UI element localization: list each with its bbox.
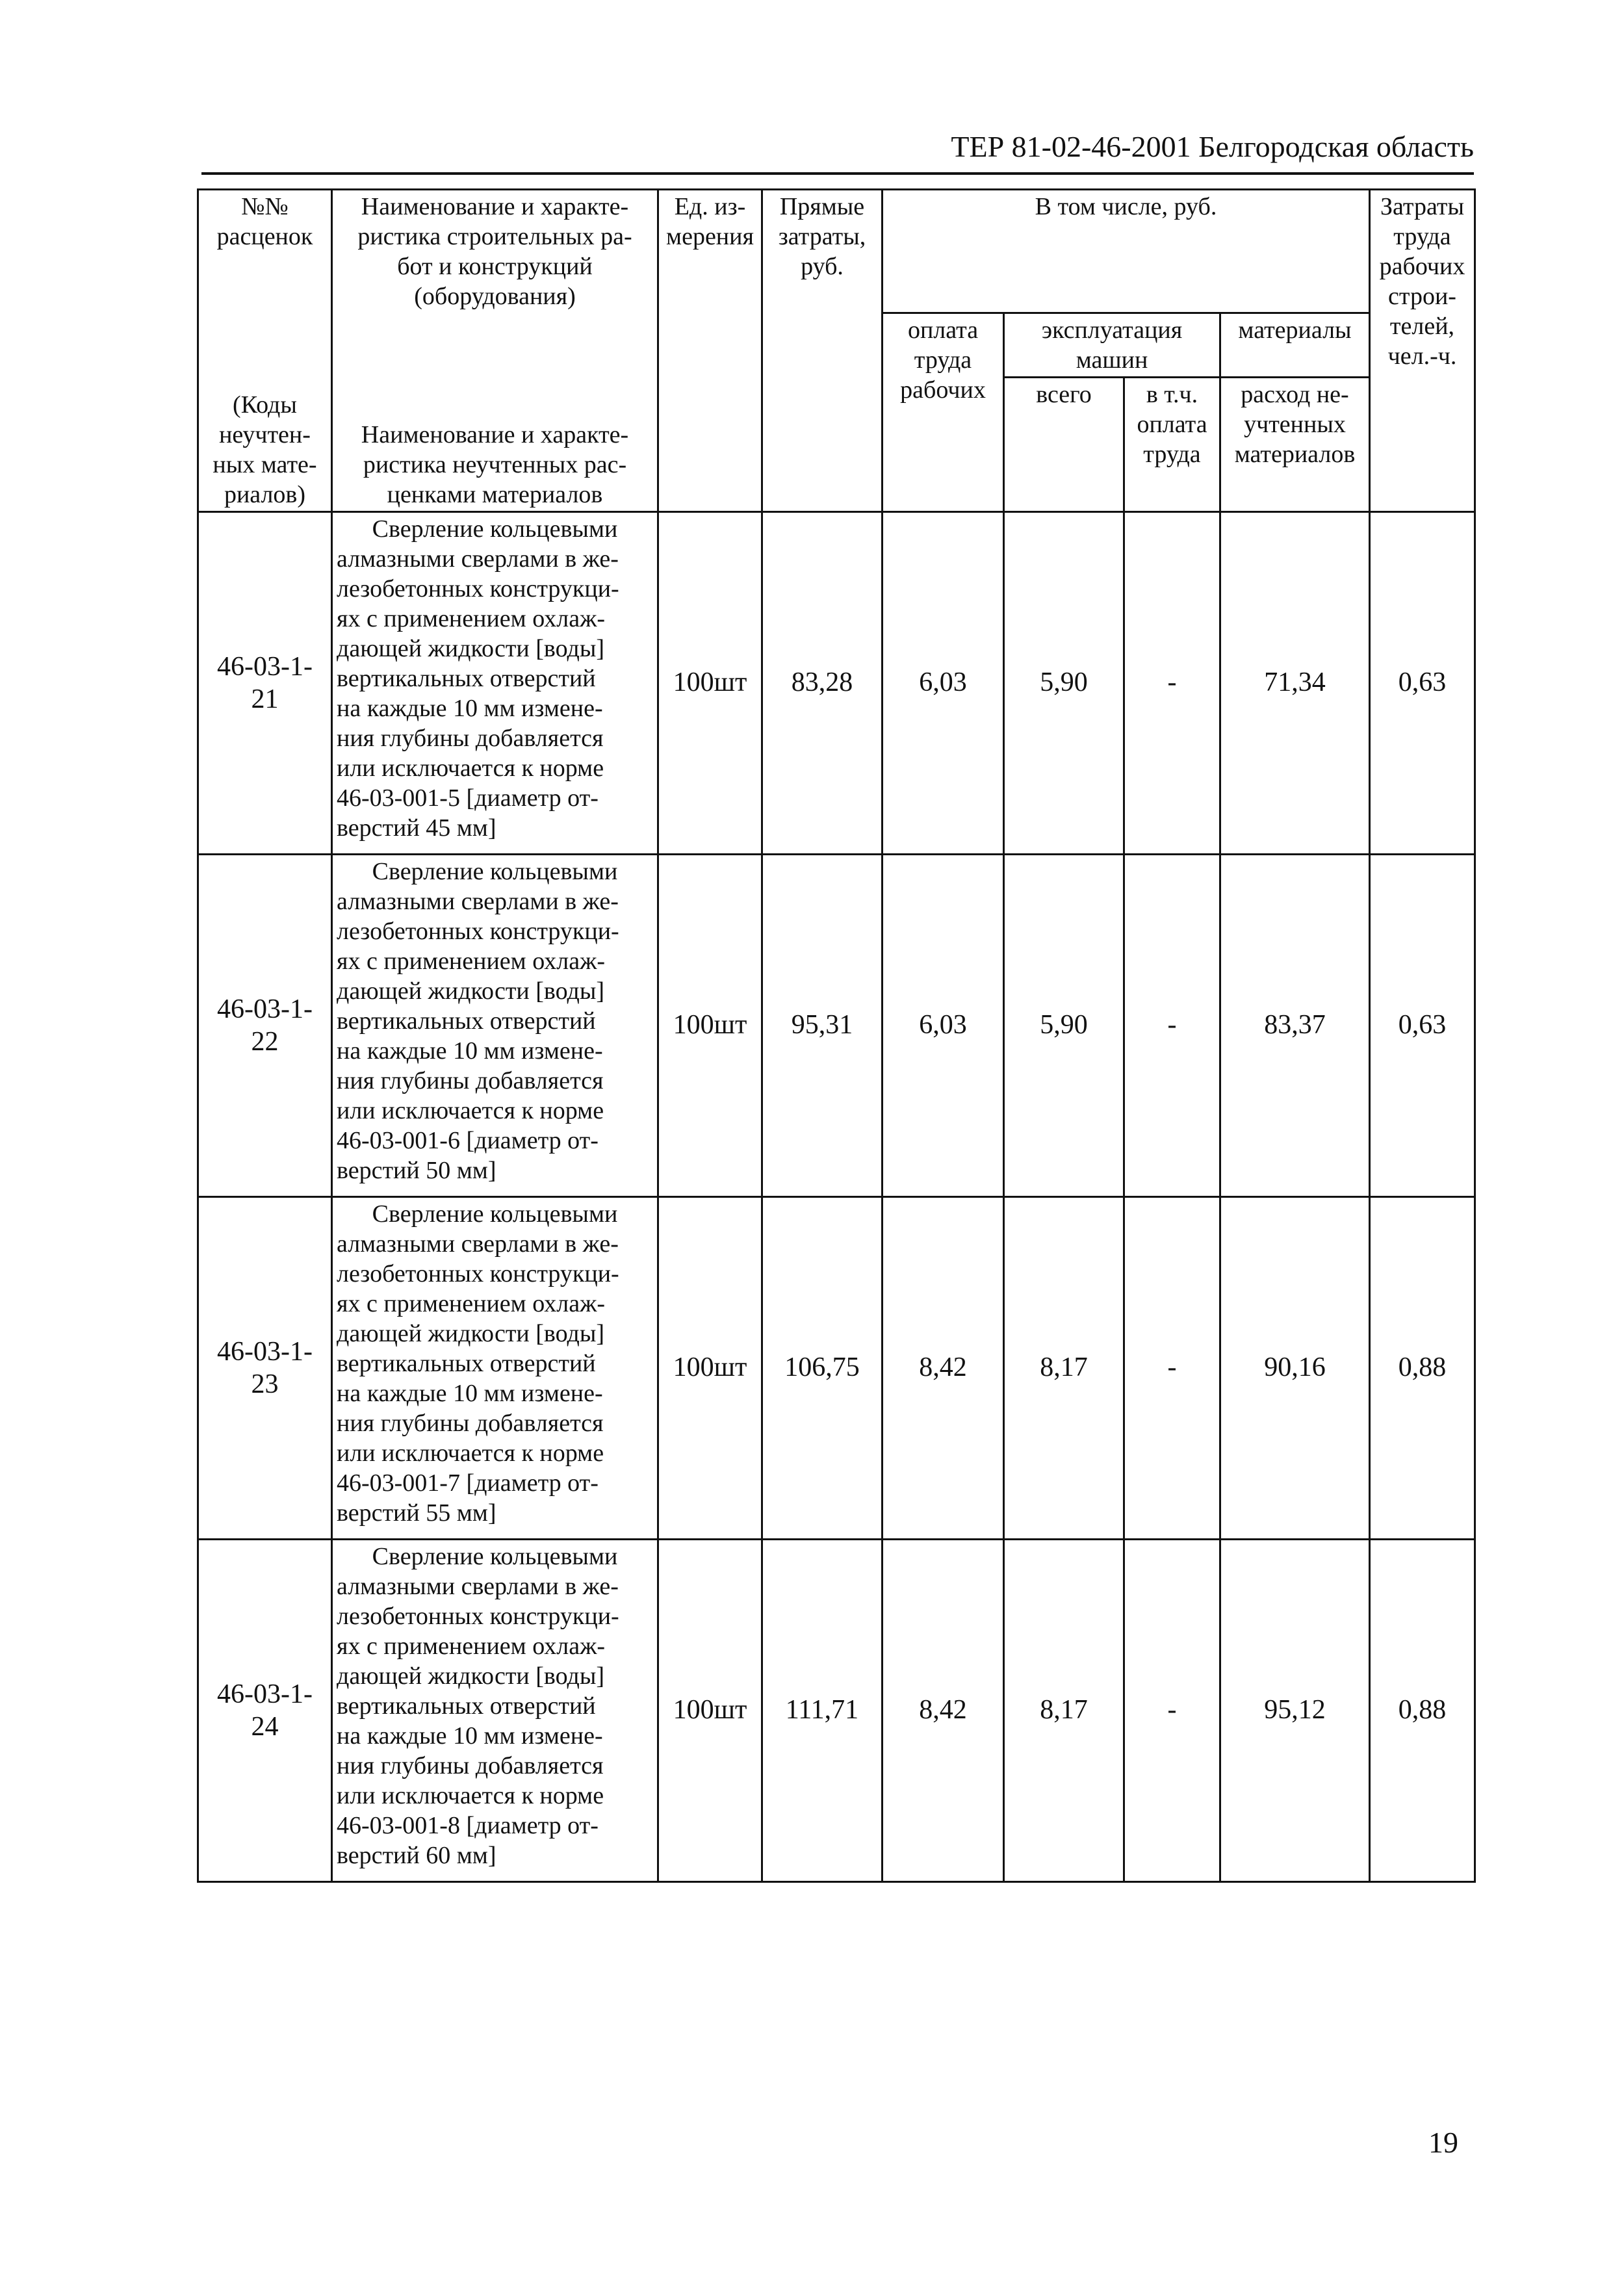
header-text-line: учтенных xyxy=(1244,410,1346,438)
header-text-line: ристика строительных ра- xyxy=(357,223,632,250)
document-header xyxy=(201,127,1474,175)
description-line: ях с применением охлаж- xyxy=(337,1289,606,1317)
description-line: или исключается к норме xyxy=(337,1096,604,1124)
labor-hours-value xyxy=(1370,1196,1475,1539)
labor-hours-value xyxy=(1370,1539,1475,1881)
header-text-line: №№ xyxy=(241,193,289,220)
labor-hours-value xyxy=(1370,511,1475,854)
description-line: вертикальных отверстий xyxy=(337,1007,596,1035)
labor-pay-value xyxy=(883,1539,1004,1881)
labor-pay-value-text: 6,03 xyxy=(919,667,967,697)
header-text-line: рабочих xyxy=(900,376,986,404)
header-text-line: Прямые xyxy=(779,193,865,220)
header-materials xyxy=(1220,313,1370,377)
work-description xyxy=(332,1539,658,1881)
description-line: дающей жидкости [воды] xyxy=(337,1319,605,1347)
description-line: ния глубины добавляется xyxy=(337,1409,604,1437)
machines-labor-value xyxy=(1124,1539,1220,1881)
rate-code-line: 46-03-1- xyxy=(217,994,313,1024)
description-line: алмазными сверлами в же- xyxy=(337,1230,619,1258)
direct-cost-value-text: 83,28 xyxy=(791,667,853,697)
machines-total-value-text: 5,90 xyxy=(1040,667,1088,697)
machines-total-value-text: 5,90 xyxy=(1040,1010,1088,1040)
rate-code xyxy=(198,854,332,1196)
header-text-line: (оборудования) xyxy=(414,283,576,310)
header-text-line: мерения xyxy=(666,223,754,250)
description-line: 46-03-001-8 [диаметр от- xyxy=(337,1811,599,1839)
header-text-line: риалов) xyxy=(224,480,306,508)
labor-hours-value xyxy=(1370,854,1475,1196)
rate-code xyxy=(198,511,332,854)
description-line: лезобетонных конструкци- xyxy=(337,1260,619,1287)
materials-value xyxy=(1220,1196,1370,1539)
header-text-line: ристика неучтенных рас- xyxy=(363,450,627,478)
labor-pay-value-text: 8,42 xyxy=(919,1352,967,1382)
header-text-line: машин xyxy=(1076,346,1148,374)
direct-cost-value-text: 106,75 xyxy=(784,1352,860,1382)
description-line: ях с применением охлаж- xyxy=(337,1632,606,1660)
header-direct-cost xyxy=(762,190,883,512)
header-text-line: Ед. из- xyxy=(674,193,746,220)
description-line: вертикальных отверстий xyxy=(337,1349,596,1377)
header-text-line: (Коды xyxy=(233,391,297,419)
rate-code-line: 46-03-1- xyxy=(217,651,313,682)
header-text-line: труда xyxy=(914,346,972,374)
unit-value xyxy=(658,854,762,1196)
labor-hours-value-text: 0,88 xyxy=(1398,1352,1447,1382)
work-description xyxy=(332,511,658,854)
description-line: или исключается к норме xyxy=(337,1781,604,1809)
materials-value-text: 95,12 xyxy=(1264,1695,1326,1725)
description-line: Сверление кольцевыми xyxy=(372,515,618,543)
unit-value xyxy=(658,1539,762,1881)
description-line: дающей жидкости [воды] xyxy=(337,634,605,662)
header-name-alt xyxy=(332,313,658,511)
description-line: ях с применением охлаж- xyxy=(337,947,606,975)
rates-table xyxy=(197,188,1476,1883)
header-text-line: неучтен- xyxy=(219,420,311,448)
description-line: на каждые 10 мм измене- xyxy=(337,1722,603,1750)
header-labor-pay xyxy=(883,313,1004,511)
header-text-line: оплата xyxy=(907,316,979,344)
description-line: ния глубины добавляется xyxy=(337,1751,604,1779)
materials-value xyxy=(1220,511,1370,854)
machines-labor-value-text: - xyxy=(1167,1695,1177,1725)
header-text-line: материалов xyxy=(1234,440,1356,468)
description-line: Сверление кольцевыми xyxy=(372,1200,618,1228)
rate-code-line: 46-03-1- xyxy=(217,1336,313,1367)
header-row-1 xyxy=(198,190,1475,313)
header-including xyxy=(883,190,1370,313)
description-line: Сверление кольцевыми xyxy=(372,857,618,885)
header-text-line: затраты, xyxy=(778,223,866,250)
header-name xyxy=(332,190,658,313)
machines-labor-value-text: - xyxy=(1167,667,1177,697)
machines-labor-value xyxy=(1124,511,1220,854)
materials-value-text: 71,34 xyxy=(1264,667,1326,697)
table-row xyxy=(198,1539,1475,1881)
rate-code-line: 24 xyxy=(251,1711,279,1742)
description-line: вертикальных отверстий xyxy=(337,664,596,692)
header-text-line: эксплуатация xyxy=(1041,316,1183,344)
header-text-line: труда xyxy=(1143,440,1201,468)
rate-code xyxy=(198,1196,332,1539)
description-line: алмазными сверлами в же- xyxy=(337,545,619,573)
header-text-line: оплата xyxy=(1137,410,1207,438)
direct-cost-value xyxy=(762,511,883,854)
header-machines-total xyxy=(1004,377,1124,511)
labor-pay-value xyxy=(883,1196,1004,1539)
description-line: на каждые 10 мм измене- xyxy=(337,1379,603,1407)
description-line: верстий 50 мм] xyxy=(337,1156,496,1184)
description-line: верстий 60 мм] xyxy=(337,1841,496,1869)
header-text-line: труда xyxy=(1393,223,1451,250)
direct-cost-value xyxy=(762,1196,883,1539)
description-line: на каждые 10 мм измене- xyxy=(337,694,603,722)
description-line: лезобетонных конструкци- xyxy=(337,917,619,945)
header-code-alt xyxy=(198,313,332,511)
header-text-line: бот и конструкций xyxy=(397,253,593,280)
header-text-line: чел.-ч. xyxy=(1387,342,1457,370)
machines-total-value xyxy=(1004,854,1124,1196)
header-text-line: расход не- xyxy=(1241,380,1349,408)
page-number: 19 xyxy=(1428,2126,1458,2159)
header-text-line: Наименование и характе- xyxy=(361,420,629,448)
unit-value xyxy=(658,511,762,854)
header-text-line: Затраты xyxy=(1380,193,1464,220)
description-line: ях с применением охлаж- xyxy=(337,604,606,632)
description-line: Сверление кольцевыми xyxy=(372,1542,618,1570)
direct-cost-value xyxy=(762,854,883,1196)
header-text-line: всего xyxy=(1036,380,1092,408)
description-line: 46-03-001-7 [диаметр от- xyxy=(337,1469,599,1497)
header-text-line: телей, xyxy=(1389,313,1455,340)
machines-total-value-text: 8,17 xyxy=(1040,1352,1088,1382)
labor-hours-value-text: 0,63 xyxy=(1398,1010,1447,1040)
header-machines xyxy=(1004,313,1220,377)
description-line: или исключается к норме xyxy=(337,754,604,782)
header-text-line: руб. xyxy=(801,253,844,280)
materials-value-text: 83,37 xyxy=(1264,1010,1326,1040)
labor-pay-value-text: 8,42 xyxy=(919,1695,967,1725)
table-row xyxy=(198,511,1475,854)
materials-value xyxy=(1220,1539,1370,1881)
description-line: ния глубины добавляется xyxy=(337,1066,604,1094)
header-unit xyxy=(658,190,762,512)
description-line: алмазными сверлами в же- xyxy=(337,887,619,915)
header-labor-hours xyxy=(1370,190,1475,512)
rate-code-line: 46-03-1- xyxy=(217,1679,313,1709)
direct-cost-value-text: 95,31 xyxy=(791,1010,853,1040)
description-line: верстий 55 мм] xyxy=(337,1499,496,1527)
rate-code xyxy=(198,1539,332,1881)
machines-labor-value xyxy=(1124,854,1220,1196)
description-line: вертикальных отверстий xyxy=(337,1692,596,1720)
unit-value-text: 100шт xyxy=(673,1352,747,1382)
machines-total-value xyxy=(1004,1539,1124,1881)
header-text-line: в т.ч. xyxy=(1146,380,1198,408)
header-text-line: ных мате- xyxy=(213,450,317,478)
work-description xyxy=(332,854,658,1196)
machines-total-value xyxy=(1004,511,1124,854)
header-text-line: В том числе, руб. xyxy=(1035,193,1217,220)
header-materials-unaccounted xyxy=(1220,377,1370,511)
unit-value-text: 100шт xyxy=(673,1695,747,1725)
materials-value xyxy=(1220,854,1370,1196)
unit-value xyxy=(658,1196,762,1539)
machines-total-value xyxy=(1004,1196,1124,1539)
description-line: 46-03-001-6 [диаметр от- xyxy=(337,1126,599,1154)
work-description xyxy=(332,1196,658,1539)
document-title: ТЕР 81-02-46-2001 Белгородская область xyxy=(951,130,1474,163)
header-machines-labor xyxy=(1124,377,1220,511)
direct-cost-value xyxy=(762,1539,883,1881)
machines-labor-value xyxy=(1124,1196,1220,1539)
description-line: лезобетонных конструкци- xyxy=(337,1602,619,1630)
labor-pay-value xyxy=(883,854,1004,1196)
unit-value-text: 100шт xyxy=(673,1010,747,1040)
labor-hours-value-text: 0,63 xyxy=(1398,667,1447,697)
header-code xyxy=(198,190,332,313)
machines-total-value-text: 8,17 xyxy=(1040,1695,1088,1725)
description-line: на каждые 10 мм измене- xyxy=(337,1037,603,1065)
rate-code-line: 21 xyxy=(251,684,279,714)
header-text-line: рабочих xyxy=(1379,253,1465,280)
rate-code-line: 22 xyxy=(251,1026,279,1057)
header-text-line: ценками материалов xyxy=(387,480,603,508)
labor-pay-value-text: 6,03 xyxy=(919,1010,967,1040)
description-line: ния глубины добавляется xyxy=(337,724,604,752)
table-row xyxy=(198,854,1475,1196)
rate-code-line: 23 xyxy=(251,1369,279,1399)
direct-cost-value-text: 111,71 xyxy=(785,1695,859,1725)
labor-pay-value xyxy=(883,511,1004,854)
description-line: верстий 45 мм] xyxy=(337,814,496,842)
header-text-line: строи- xyxy=(1388,283,1456,310)
machines-labor-value-text: - xyxy=(1167,1352,1177,1382)
description-line: алмазными сверлами в же- xyxy=(337,1572,619,1600)
header-text-line: Наименование и характе- xyxy=(361,193,629,220)
header-text-line: расценок xyxy=(216,223,313,250)
description-line: лезобетонных конструкци- xyxy=(337,575,619,602)
machines-labor-value-text: - xyxy=(1167,1010,1177,1040)
unit-value-text: 100шт xyxy=(673,667,747,697)
description-line: или исключается к норме xyxy=(337,1439,604,1467)
table-row xyxy=(198,1196,1475,1539)
materials-value-text: 90,16 xyxy=(1264,1352,1326,1382)
description-line: 46-03-001-5 [диаметр от- xyxy=(337,784,599,812)
labor-hours-value-text: 0,88 xyxy=(1398,1695,1447,1725)
header-text-line: материалы xyxy=(1238,316,1352,344)
description-line: дающей жидкости [воды] xyxy=(337,977,605,1005)
description-line: дающей жидкости [воды] xyxy=(337,1662,605,1690)
